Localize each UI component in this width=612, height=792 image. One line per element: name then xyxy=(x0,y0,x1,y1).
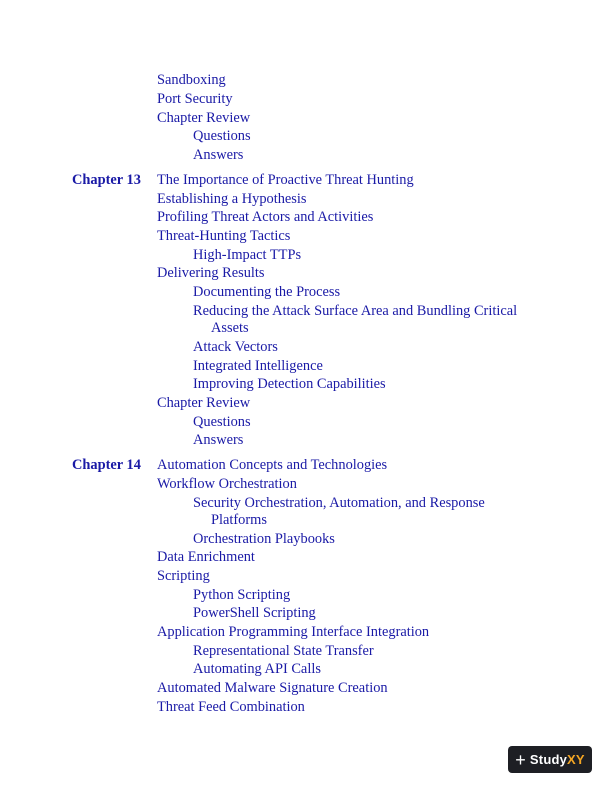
toc-link-scripting[interactable]: Scripting xyxy=(157,568,210,584)
toc-link-answers[interactable]: Answers xyxy=(193,147,244,163)
toc-link-establishing-hypothesis[interactable]: Establishing a Hypothesis xyxy=(157,191,307,207)
toc-link-chapter-review[interactable]: Chapter Review xyxy=(157,110,251,126)
toc-link-high-impact-ttps[interactable]: High-Impact TTPs xyxy=(193,247,302,263)
toc-link-threat-hunting-tactics[interactable]: Threat-Hunting Tactics xyxy=(157,228,291,244)
toc-link-soar-platforms-cont[interactable]: Platforms xyxy=(211,512,267,528)
toc-link-workflow-orchestration[interactable]: Workflow Orchestration xyxy=(157,476,297,492)
toc-link-attack-vectors[interactable]: Attack Vectors xyxy=(193,339,278,355)
toc-link-chapter-13-title[interactable]: The Importance of Proactive Threat Hunting xyxy=(157,172,414,188)
toc-link-powershell-scripting[interactable]: PowerShell Scripting xyxy=(193,605,316,621)
toc-link-delivering-results[interactable]: Delivering Results xyxy=(157,265,265,281)
toc-link-sandboxing[interactable]: Sandboxing xyxy=(157,72,226,88)
toc-link-questions[interactable]: Questions xyxy=(193,414,251,430)
brand-name: Study xyxy=(529,752,568,767)
toc-link-port-security[interactable]: Port Security xyxy=(157,91,233,107)
chapter-14-label: Chapter 14 xyxy=(72,457,141,473)
toc-link-reducing-attack-surface-cont[interactable]: Assets xyxy=(211,320,249,336)
toc-link-profiling-threat-actors[interactable]: Profiling Threat Actors and Activities xyxy=(157,209,374,225)
toc-link-improving-detection[interactable]: Improving Detection Capabilities xyxy=(193,376,386,392)
toc-link-automating-api-calls[interactable]: Automating API Calls xyxy=(193,661,321,677)
toc-link-chapter-review[interactable]: Chapter Review xyxy=(157,395,251,411)
toc-link-data-enrichment[interactable]: Data Enrichment xyxy=(157,549,255,565)
brand-accent: XY xyxy=(567,752,585,767)
toc-link-rest[interactable]: Representational State Transfer xyxy=(193,643,374,659)
toc-link-malware-signature[interactable]: Automated Malware Signature Creation xyxy=(157,680,388,696)
studyxy-badge[interactable] xyxy=(508,746,592,773)
toc-link-threat-feed[interactable]: Threat Feed Combination xyxy=(157,699,305,715)
toc-link-answers[interactable]: Answers xyxy=(193,432,244,448)
toc-link-python-scripting[interactable]: Python Scripting xyxy=(193,587,291,603)
toc-link-reducing-attack-surface[interactable]: Reducing the Attack Surface Area and Bundling Critical xyxy=(193,303,518,319)
toc-link-orchestration-playbooks[interactable]: Orchestration Playbooks xyxy=(193,531,335,547)
toc-link-documenting-process[interactable]: Documenting the Process xyxy=(193,284,341,300)
toc-link-soar-platforms[interactable]: Security Orchestration, Automation, and Response xyxy=(193,495,485,511)
toc-link-api-integration[interactable]: Application Programming Interface Integration xyxy=(157,624,430,640)
toc-link-questions[interactable]: Questions xyxy=(193,128,251,144)
chapter-13-label: Chapter 13 xyxy=(72,172,141,188)
plus-icon: + xyxy=(515,749,526,770)
toc-link-integrated-intelligence[interactable]: Integrated Intelligence xyxy=(193,358,323,374)
toc-link-chapter-14-title[interactable]: Automation Concepts and Technologies xyxy=(157,457,388,473)
